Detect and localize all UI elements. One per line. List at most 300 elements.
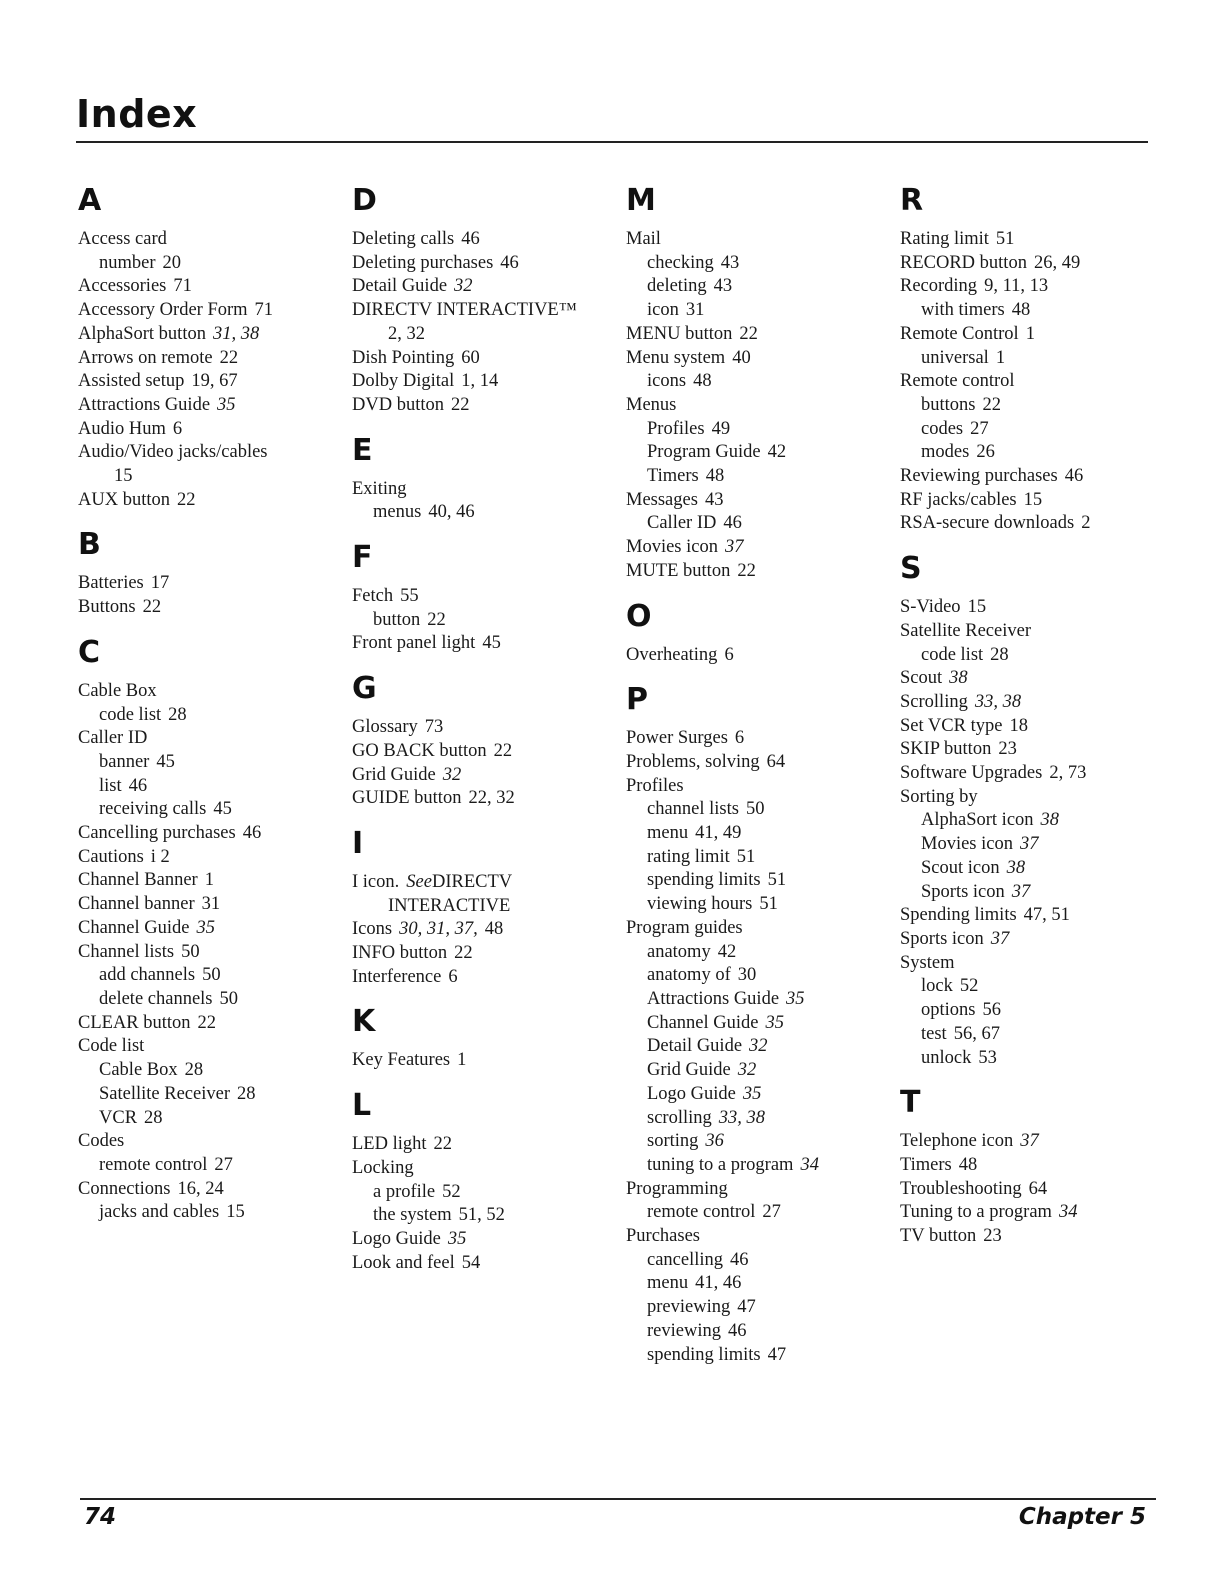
entry-term: Batteries — [78, 573, 144, 594]
index-subentry — [78, 798, 346, 822]
entry-term: LED light — [352, 1134, 427, 1155]
entry-term: Sports icon — [921, 881, 1005, 902]
index-section-b — [78, 522, 346, 619]
entry-list — [626, 644, 894, 668]
entry-list — [900, 596, 1168, 1070]
entry-term: RF jacks/cables — [900, 489, 1017, 510]
index-subentry — [352, 609, 620, 633]
entry-term: anatomy — [647, 941, 711, 962]
index-entry — [352, 1252, 620, 1276]
index-entry — [900, 928, 1168, 952]
index-entry — [78, 489, 346, 513]
entry-pages: 73 — [424, 717, 444, 738]
index-subentry — [900, 394, 1168, 418]
index-entry — [626, 727, 894, 751]
entry-pages: 42 — [767, 442, 787, 463]
entry-term: modes — [921, 442, 970, 463]
entry-pages: 43 — [713, 276, 733, 297]
index-section-a — [78, 178, 346, 512]
index-entry — [78, 465, 346, 489]
entry-pages: 22, 32 — [468, 788, 515, 809]
entry-pages: 27 — [762, 1202, 781, 1223]
entry-pages: 35 — [217, 394, 236, 415]
entry-pages: 23 — [998, 739, 1017, 760]
entry-term: Attractions Guide — [647, 988, 780, 1009]
index-subentry — [352, 1204, 620, 1228]
index-subentry — [78, 964, 346, 988]
index-entry — [352, 787, 620, 811]
index-entry — [352, 716, 620, 740]
section-letter: T — [900, 1085, 921, 1121]
entry-term: Power Surges — [626, 728, 728, 749]
index-section-d — [352, 178, 620, 418]
entry-list — [352, 871, 620, 990]
index-entry — [78, 228, 346, 252]
entry-pages: 35 — [196, 917, 215, 938]
index-entry — [900, 691, 1168, 715]
entry-term: MENU button — [626, 323, 733, 344]
index-entry — [352, 764, 620, 788]
index-entry — [352, 740, 620, 764]
entry-pages: 22 — [177, 489, 196, 510]
index-subentry — [900, 1047, 1168, 1071]
entry-term: remote control — [647, 1202, 756, 1223]
index-subentry — [626, 1320, 894, 1344]
index-subentry — [626, 1083, 894, 1107]
entry-term: DIRECTV INTERACTIVE™ — [352, 300, 577, 321]
entry-pages: 15 — [226, 1202, 245, 1223]
entry-term: Channel Guide — [78, 917, 190, 938]
entry-term: Sorting by — [900, 786, 978, 807]
index-entry — [78, 846, 346, 870]
entry-term: codes — [921, 418, 964, 439]
entry-pages: 16, 24 — [177, 1178, 224, 1199]
entry-pages: 60 — [461, 347, 480, 368]
entry-term: anatomy of — [647, 965, 731, 986]
index-entry — [900, 1130, 1168, 1154]
index-entry — [626, 1225, 894, 1249]
entry-term: Programming — [626, 1178, 728, 1199]
index-entry — [900, 738, 1168, 762]
entry-term: deleting — [647, 276, 707, 297]
entry-pages: 52 — [442, 1181, 461, 1202]
index-subentry — [626, 941, 894, 965]
entry-pages: 28 — [144, 1107, 163, 1128]
entry-term: Dish Pointing — [352, 347, 455, 368]
entry-term: AlphaSort icon — [921, 810, 1034, 831]
index-column-1 — [78, 178, 346, 1235]
entry-list — [78, 572, 346, 619]
entry-pages: 15 — [1023, 489, 1043, 510]
entry-pages: 35 — [786, 988, 805, 1009]
entry-term: Attractions Guide — [78, 394, 211, 415]
index-entry — [900, 252, 1168, 276]
index-entry — [352, 1157, 620, 1181]
entry-pages: 41, 49 — [695, 823, 742, 844]
index-entry — [900, 620, 1168, 644]
entry-pages: 46 — [730, 1249, 749, 1270]
entry-pages: 64 — [1028, 1178, 1048, 1199]
entry-pages: 28 — [184, 1060, 204, 1081]
entry-pages: 54 — [461, 1252, 481, 1273]
entry-term: tuning to a program — [647, 1154, 794, 1175]
section-letter: P — [626, 682, 648, 718]
index-entry — [78, 275, 346, 299]
index-section-s — [900, 546, 1168, 1070]
index-subentry — [626, 512, 894, 536]
section-letter: F — [352, 540, 373, 576]
entry-term: scrolling — [647, 1107, 712, 1128]
entry-pages: 22 — [454, 943, 473, 964]
entry-term: Remote Control — [900, 323, 1019, 344]
entry-term: Glossary — [352, 717, 418, 738]
index-subentry — [626, 370, 894, 394]
entry-pages: 37 — [1019, 834, 1039, 855]
entry-term: Assisted setup — [78, 371, 185, 392]
entry-term: Timers — [647, 466, 699, 487]
entry-term: Problems, solving — [626, 751, 760, 772]
entry-pages: 48 — [705, 466, 725, 487]
index-entry — [78, 394, 346, 418]
index-entry — [626, 775, 894, 799]
entry-term: remote control — [99, 1154, 208, 1175]
index-column-2 — [352, 178, 620, 1285]
entry-pages: 6 — [724, 644, 734, 665]
index-subentry — [900, 441, 1168, 465]
index-entry — [78, 347, 346, 371]
entry-term: Access card — [78, 229, 167, 249]
entry-pages: 35 — [742, 1083, 762, 1104]
footer-rule — [80, 1498, 1156, 1500]
section-letter: S — [900, 551, 922, 587]
index-subentry — [900, 299, 1168, 323]
index-entry — [626, 228, 894, 252]
entry-term: buttons — [921, 394, 976, 415]
entry-term: Menu system — [626, 347, 726, 368]
entry-pages: 40 — [732, 347, 751, 368]
entry-term: GUIDE button — [352, 788, 462, 809]
entry-term: Key Features — [352, 1050, 451, 1071]
entry-list — [626, 228, 894, 584]
entry-term: universal — [921, 347, 989, 368]
entry-term: Remote control — [900, 371, 1015, 392]
index-entry — [900, 1154, 1168, 1178]
index-entry — [78, 680, 346, 704]
index-subentry — [626, 465, 894, 489]
index-entry — [78, 1035, 346, 1059]
entry-pages: 64 — [766, 751, 786, 772]
entry-term: Profiles — [626, 775, 684, 796]
index-entry — [352, 871, 620, 895]
index-entry — [900, 1201, 1168, 1225]
entry-term: Scout icon — [921, 857, 1000, 878]
index-subentry — [626, 1249, 894, 1273]
entry-term: Troubleshooting — [900, 1178, 1022, 1199]
index-entry — [900, 465, 1168, 489]
entry-term: RSA-secure downloads — [900, 513, 1075, 534]
index-subentry — [900, 644, 1168, 668]
index-entry — [352, 252, 620, 276]
index-entry — [352, 632, 620, 656]
entry-pages: 22 — [219, 347, 239, 368]
index-entry — [900, 762, 1168, 786]
index-subentry — [626, 1344, 894, 1368]
entry-term: AlphaSort button — [78, 323, 206, 344]
entry-term: I icon. — [352, 871, 400, 892]
entry-pages: 33, 38 — [974, 691, 1022, 712]
index-entry — [78, 323, 346, 347]
entry-pages: 32 — [737, 1060, 757, 1081]
index-entry — [626, 1178, 894, 1202]
index-entry — [626, 644, 894, 668]
entry-term: Recording — [900, 276, 978, 297]
index-subentry — [78, 1059, 346, 1083]
entry-term: Locking — [352, 1157, 414, 1178]
index-subentry — [626, 1272, 894, 1296]
index-entry — [626, 751, 894, 775]
index-entry — [78, 596, 346, 620]
entry-pages: 32 — [442, 764, 462, 785]
index-entry — [78, 572, 346, 596]
entry-term: viewing hours — [647, 894, 753, 915]
index-entry — [900, 275, 1168, 299]
index-subentry — [900, 999, 1168, 1023]
entry-term: Channel Banner — [78, 870, 198, 891]
entry-list — [352, 228, 620, 418]
entry-term: 15 — [114, 466, 133, 487]
index-entry — [352, 478, 620, 502]
entry-pages: 46 — [461, 229, 480, 249]
entry-pages: 71 — [254, 300, 274, 321]
entry-term: Cable Box — [99, 1060, 178, 1081]
entry-term: Caller ID — [78, 728, 148, 749]
entry-pages: 30 — [737, 965, 757, 986]
entry-pages: 37 — [1020, 1131, 1039, 1152]
index-subentry — [626, 964, 894, 988]
entry-pages: 1 — [457, 1050, 467, 1071]
entry-pages: 38 — [1040, 810, 1060, 831]
see-reference-label: See — [406, 871, 432, 892]
entry-term: Deleting calls — [352, 229, 455, 249]
entry-term: Detail Guide — [647, 1036, 743, 1057]
index-entry — [900, 667, 1168, 691]
entry-pages: 32 — [749, 1036, 768, 1057]
entry-term: Icons — [352, 919, 393, 940]
index-entry — [626, 917, 894, 941]
entry-pages: 26 — [976, 442, 995, 463]
entry-term: Deleting purchases — [352, 252, 494, 273]
index-subentry — [626, 988, 894, 1012]
entry-term: Channel lists — [78, 941, 175, 962]
entry-pages: 47 — [767, 1344, 787, 1365]
entry-term: Accessories — [78, 276, 167, 297]
entry-term: a profile — [373, 1181, 436, 1202]
entry-term: options — [921, 1000, 976, 1021]
entry-term: Software Upgrades — [900, 763, 1043, 784]
entry-term: Cautions — [78, 846, 144, 867]
index-section-e — [352, 428, 620, 525]
entry-pages: 38 — [1006, 857, 1026, 878]
index-entry — [78, 727, 346, 751]
entry-term: AUX button — [78, 489, 170, 510]
section-letter: R — [900, 183, 924, 218]
index-subentry — [900, 833, 1168, 857]
entry-term: Grid Guide — [352, 764, 436, 785]
entry-list — [352, 1133, 620, 1275]
section-letter: B — [78, 527, 101, 563]
entry-term: Movies icon — [921, 834, 1013, 855]
entry-term: INTERACTIVE — [388, 895, 511, 916]
entry-pages: 1 — [204, 870, 214, 891]
entry-term: Buttons — [78, 597, 136, 618]
entry-pages: 35 — [447, 1228, 467, 1249]
index-entry — [352, 1049, 620, 1073]
entry-pages: 36 — [705, 1131, 724, 1152]
entry-pages: 53 — [978, 1047, 997, 1068]
entry-term: receiving calls — [99, 799, 207, 820]
entry-term: SKIP button — [900, 739, 992, 760]
index-entry — [352, 347, 620, 371]
entry-term: list — [99, 775, 122, 796]
index-subentry — [352, 501, 620, 525]
entry-term: Timers — [900, 1154, 952, 1175]
index-subentry — [78, 988, 346, 1012]
entry-pages: 71 — [173, 276, 192, 297]
entry-pages: 52 — [959, 976, 979, 997]
index-entry — [78, 893, 346, 917]
entry-term: add channels — [99, 965, 196, 986]
entry-pages: 48 — [693, 371, 712, 392]
index-subentry — [626, 418, 894, 442]
entry-pages: 46 — [723, 513, 742, 534]
index-subentry — [626, 1107, 894, 1131]
entry-pages: 6 — [734, 728, 745, 749]
index-subentry — [78, 704, 346, 728]
entry-term: code list — [921, 644, 984, 665]
entry-pages: 43 — [704, 489, 724, 510]
entry-pages: 28 — [990, 644, 1009, 665]
entry-term: Cable Box — [78, 680, 157, 701]
index-subentry — [626, 1130, 894, 1154]
entry-term: 2, 32 — [388, 323, 425, 344]
entry-pages: 46 — [500, 252, 519, 273]
entry-pages: 50 — [202, 965, 221, 986]
entry-term: channel lists — [647, 799, 739, 820]
entry-pages: 34 — [1058, 1202, 1078, 1223]
index-subentry — [78, 751, 346, 775]
index-entry — [352, 942, 620, 966]
entry-pages: 47, 51 — [1023, 905, 1070, 926]
entry-term: Grid Guide — [647, 1060, 731, 1081]
index-entry — [352, 585, 620, 609]
index-entry — [352, 299, 620, 323]
index-entry — [352, 275, 620, 299]
entry-list — [352, 585, 620, 656]
entry-pages: 22 — [427, 609, 446, 630]
section-letter: D — [352, 183, 377, 218]
entry-term: Movies icon — [626, 537, 718, 558]
entry-pages: 28 — [236, 1083, 256, 1104]
entry-pages: 48 — [958, 1154, 978, 1175]
entry-term: Audio/Video jacks/cables — [78, 442, 268, 463]
entry-pages: 33, 38 — [718, 1107, 765, 1128]
entry-term: System — [900, 952, 955, 973]
entry-pages: 51 — [759, 894, 778, 915]
index-subentry — [900, 418, 1168, 442]
index-entry — [352, 228, 620, 252]
entry-pages: 15 — [967, 597, 987, 618]
entry-list — [352, 1049, 620, 1073]
entry-pages: 46 — [727, 1320, 747, 1341]
entry-term: jacks and cables — [99, 1202, 220, 1223]
index-subentry — [900, 881, 1168, 905]
entry-term: Reviewing purchases — [900, 466, 1058, 487]
entry-term: Interference — [352, 966, 442, 987]
index-entry — [900, 715, 1168, 739]
entry-term: DVD button — [352, 394, 444, 415]
entry-term: RECORD button — [900, 252, 1027, 273]
section-letter: E — [352, 432, 373, 468]
entry-term: Spending limits — [900, 905, 1017, 926]
entry-pages: 40, 46 — [428, 502, 475, 523]
entry-term: spending limits — [647, 870, 761, 891]
entry-pages: 46 — [128, 775, 148, 796]
section-letter: A — [78, 183, 102, 218]
index-entry — [900, 370, 1168, 394]
entry-pages: 51, 52 — [458, 1205, 505, 1226]
entry-pages: 50 — [219, 988, 239, 1009]
entry-term: Overheating — [626, 644, 718, 665]
entry-pages: 32 — [454, 276, 473, 297]
entry-pages: 47 — [737, 1297, 756, 1318]
index-subentry — [626, 1012, 894, 1036]
index-subentry — [626, 1201, 894, 1225]
index-entry — [626, 489, 894, 513]
entry-pages: 27 — [214, 1154, 233, 1175]
entry-term: Channel banner — [78, 894, 195, 915]
entry-pages: 2 — [1081, 513, 1091, 534]
index-entry — [626, 536, 894, 560]
index-entry — [352, 323, 620, 347]
entry-term: Dolby Digital — [352, 371, 455, 392]
index-subentry — [78, 1201, 346, 1225]
section-letter: M — [626, 183, 656, 218]
entry-term: Logo Guide — [647, 1083, 736, 1104]
entry-pages: 37 — [724, 537, 744, 558]
entry-term: Scout — [900, 668, 943, 689]
entry-term: Detail Guide — [352, 276, 448, 297]
entry-list — [626, 727, 894, 1367]
entry-term: Fetch — [352, 586, 394, 607]
index-entry — [900, 904, 1168, 928]
entry-term: Program Guide — [647, 442, 761, 463]
entry-list — [78, 228, 346, 512]
entry-term: Cancelling purchases — [78, 823, 236, 844]
entry-pages: 22 — [739, 323, 758, 344]
entry-pages: 50 — [745, 799, 765, 820]
entry-pages: 22 — [433, 1134, 453, 1155]
entry-pages: 51 — [736, 846, 756, 867]
entry-term: Purchases — [626, 1226, 700, 1247]
entry-term: test — [921, 1023, 947, 1044]
index-section-g — [352, 666, 620, 811]
entry-pages-tail: 48 — [484, 919, 504, 940]
entry-pages: 6 — [448, 966, 458, 987]
index-section-r — [900, 178, 1168, 536]
entry-term: unlock — [921, 1047, 972, 1068]
entry-pages: 37 — [990, 928, 1010, 949]
index-section-k — [352, 999, 620, 1073]
